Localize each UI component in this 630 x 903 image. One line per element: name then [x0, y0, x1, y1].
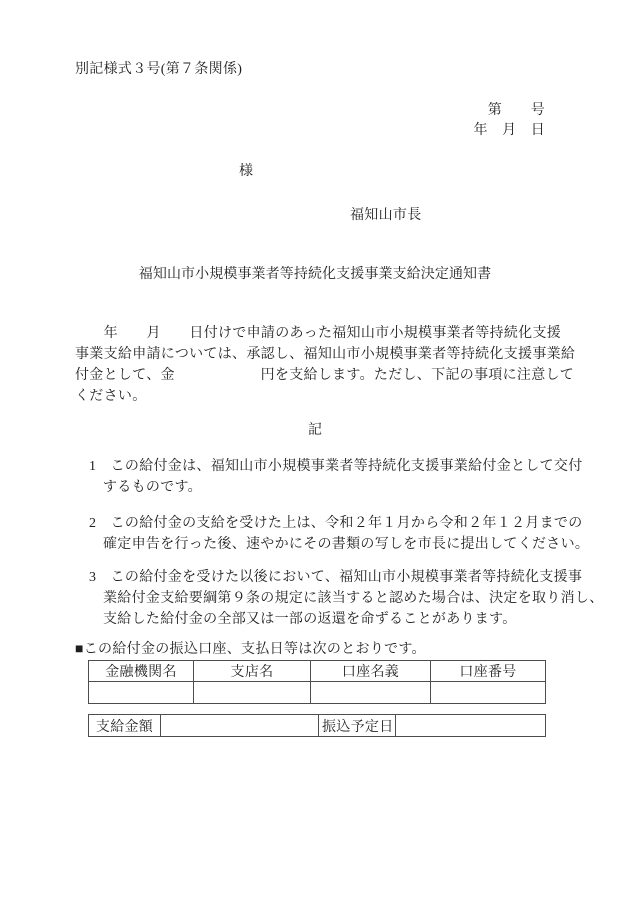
account-table-value-cell — [311, 682, 431, 704]
item-3-line: 3 この給付金を受けた以後において、福知山市小規模事業者等持続化支援事 — [89, 570, 583, 585]
body-paragraph-line: ください。 — [75, 389, 147, 404]
account-table-value-row — [89, 682, 546, 704]
item-3-line: 支給した給付金の全部又は一部の返還を命ずることがあります。 — [103, 612, 517, 627]
form-reference: 別記様式３号(第７条関係) — [75, 62, 243, 77]
item-2-line: 2 この給付金の支給を受けた上は、令和２年１月から令和２年１２月までの — [89, 516, 583, 531]
item-3-line: 業給付金支給要綱第９条の規定に該当すると認めた場合は、決定を取り消し、 — [103, 591, 604, 606]
account-table — [88, 660, 546, 704]
body-paragraph-line: 年 月 日付けで申請のあった福知山市小規模事業者等持続化支援 — [75, 326, 562, 341]
item-2-line: 確定申告を行った後、速やかにその書類の写しを市長に提出してください。 — [103, 537, 590, 552]
body-paragraph-line: 付金として、金 円を支給します。ただし、下記の事項に注意して — [75, 368, 575, 383]
scheduled-date-value — [396, 715, 546, 737]
account-table-header-cell: 口座番号 — [431, 661, 546, 682]
transfer-note: ■この給付金の振込口座、支払日等は次のとおりです。 — [75, 642, 426, 657]
body-paragraph-line: 事業支給申請については、承認し、福知山市小規模事業者等持続化支援事業給 — [75, 347, 576, 362]
date-line: 年 月 日 — [473, 123, 545, 138]
payment-table-row — [89, 715, 546, 737]
sender-name: 福知山市長 — [350, 208, 422, 223]
item-1-line: するものです。 — [103, 480, 202, 495]
scheduled-date-label: 振込予定日 — [319, 715, 396, 737]
account-table-value-cell — [431, 682, 546, 704]
account-table-value-cell — [89, 682, 194, 704]
addressee-honorific: 様 — [239, 164, 254, 179]
account-table-header-cell: 支店名 — [194, 661, 311, 682]
account-table-value-cell — [194, 682, 311, 704]
document-number-line: 第 号 — [487, 103, 545, 118]
document-title: 福知山市小規模事業者等持続化支援事業支給決定通知書 — [138, 267, 492, 282]
record-marker: 記 — [307, 423, 323, 438]
account-table-header-cell: 金融機関名 — [89, 661, 194, 682]
account-table-header-row — [89, 661, 546, 682]
account-table-header-cell: 口座名義 — [311, 661, 431, 682]
payment-amount-value — [161, 715, 319, 737]
item-1-line: 1 この給付金は、福知山市小規模事業者等持続化支援事業給付金として交付 — [89, 459, 583, 474]
payment-amount-label: 支給金額 — [89, 715, 161, 737]
payment-table — [88, 714, 546, 737]
